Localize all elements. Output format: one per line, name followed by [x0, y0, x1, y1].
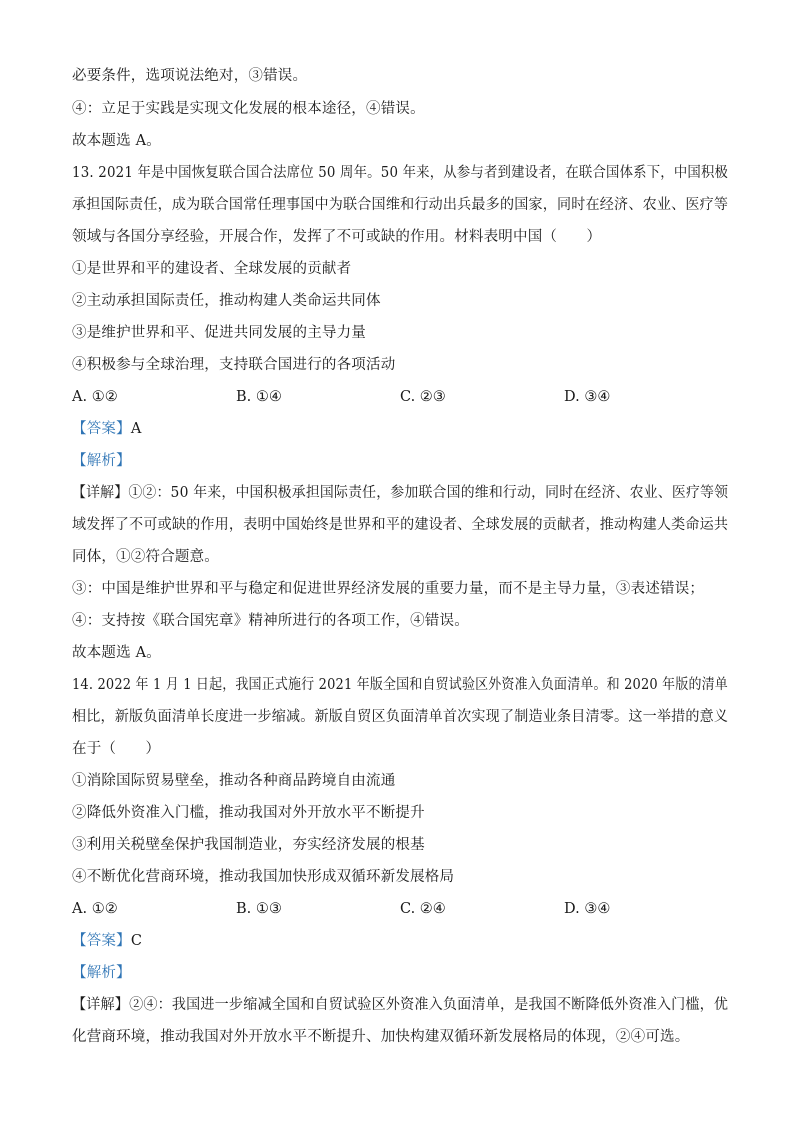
answer-tag: 【答案】 [72, 421, 131, 437]
detail-text: ①②：50 年来，中国积极承担国际责任，参加联合国的维和行动，同时在经济、农业、医疗等领 [128, 485, 729, 501]
q14-option-d: D. ③④ [564, 901, 611, 917]
answer-value: A [130, 421, 142, 437]
q13-option-d: D. ③④ [564, 389, 611, 405]
q13-stem-line-3: 领域与各国分享经验，开展合作，发挥了不可或缺的作用。材料表明中国（ ） [72, 229, 602, 245]
q13-stem-line-2: 承担国际责任，成为联合国常任理事国中为联合国维和行动出兵最多的国家，同时在经济、农业、医疗等 [72, 197, 729, 213]
q13-item-3: ③是维护世界和平、促进共同发展的主导力量 [72, 325, 366, 341]
q13-option-b: B. ①④ [236, 389, 282, 405]
q12-tail-line-1: 必要条件，选项说法绝对，③错误。 [72, 68, 308, 84]
q14-item-3: ③利用关税壁垒保护我国制造业，夯实经济发展的根基 [72, 837, 425, 853]
analysis-tag: 【解析】 [72, 453, 131, 469]
q13-stem-line-1: 13. 2021 年是中国恢复联合国合法席位 50 周年。50 年来，从参与者到建设者，在联合国体系下，中国积极 [72, 165, 729, 181]
q14-stem-line-1: 14. 2022 年 1 月 1 日起，我国正式施行 2021 年版全国和自贸试验区外资准入负面清单。和 2020 年版的清单 [72, 677, 728, 693]
answer-value: C [130, 933, 143, 949]
q14-answer-line [72, 931, 142, 951]
q14-stem-line-2: 相比，新版负面清单长度进一步缩减。新版自贸区负面清单首次实现了制造业条目清零。这一举措的意义 [72, 709, 729, 725]
q13-item-2: ②主动承担国际责任，推动构建人类命运共同体 [72, 293, 381, 309]
answer-tag: 【答案】 [72, 933, 131, 949]
q13-detail-line-4: ③：中国是维护世界和平与稳定和促进世界经济发展的重要力量，而不是主导力量，③表述错误； [72, 581, 705, 597]
q14-option-a: A. ①② [72, 901, 118, 917]
q13-detail-line-1 [72, 483, 728, 503]
q13-conclusion: 故本题选 A。 [72, 645, 161, 661]
q14-item-4: ④不断优化营商环境，推动我国加快形成双循环新发展格局 [72, 869, 455, 885]
q14-option-c: C. ②④ [400, 901, 446, 917]
q14-item-1: ①消除国际贸易壁垒，推动各种商品跨境自由流通 [72, 773, 396, 789]
q13-item-1: ①是世界和平的建设者、全球发展的贡献者 [72, 261, 352, 277]
analysis-tag: 【解析】 [72, 965, 131, 981]
q13-answer-line [72, 419, 141, 439]
q13-option-a: A. ①② [72, 389, 118, 405]
q14-stem-line-3: 在于（ ） [72, 741, 161, 757]
q14-item-2: ②降低外资准入门槛，推动我国对外开放水平不断提升 [72, 805, 425, 821]
detail-tag: 【详解】 [72, 485, 129, 501]
q13-detail-line-3: 同体，①②符合题意。 [72, 549, 219, 565]
detail-tag: 【详解】 [72, 997, 130, 1013]
q12-conclusion: 故本题选 A。 [72, 133, 161, 149]
q14-detail-line-1 [72, 995, 728, 1015]
q13-detail-line-5: ④：支持按《联合国宪章》精神所进行的各项工作，④错误。 [72, 613, 469, 629]
q13-analysis-line [72, 451, 131, 471]
q13-detail-line-2: 域发挥了不可或缺的作用，表明中国始终是世界和平的建设者、全球发展的贡献者，推动构建人类命运共 [72, 517, 729, 533]
q13-item-4: ④积极参与全球治理，支持联合国进行的各项活动 [72, 357, 396, 373]
detail-text: ②④：我国进一步缩减全国和自贸试验区外资准入负面清单，是我国不断降低外资准入门槛，优 [129, 997, 729, 1013]
q12-tail-line-2: ④：立足于实践是实现文化发展的根本途径，④错误。 [72, 101, 425, 117]
q14-detail-line-2: 化营商环境，推动我国对外开放水平不断提升、加快构建双循环新发展格局的体现，②④可选。 [72, 1029, 690, 1045]
q14-analysis-line [72, 963, 131, 983]
q14-option-b: B. ①③ [236, 901, 282, 917]
q13-option-c: C. ②③ [400, 389, 446, 405]
